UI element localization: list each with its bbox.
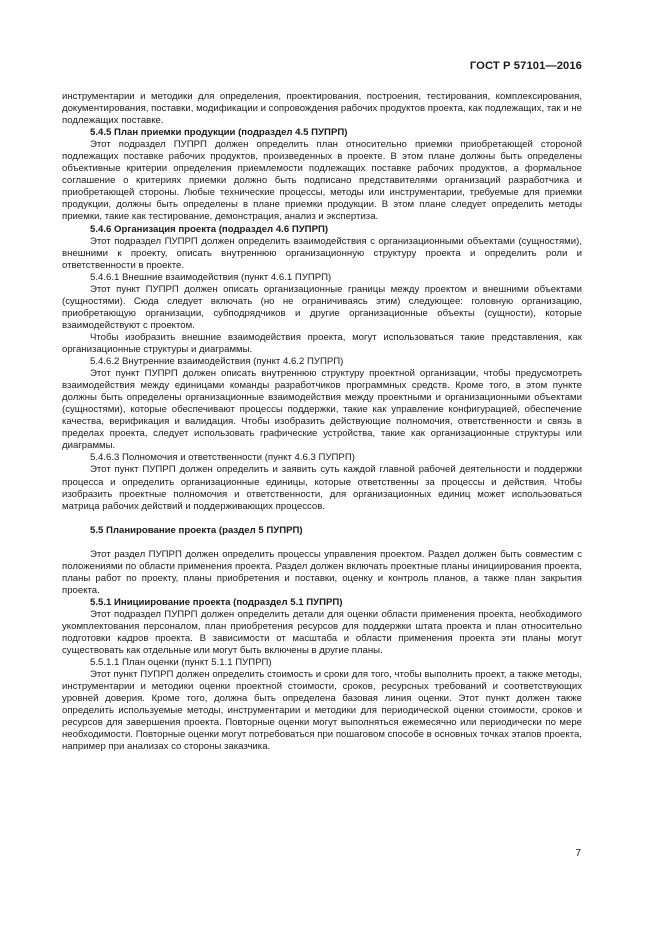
document-standard-header: ГОСТ Р 57101—2016	[469, 60, 582, 72]
paragraph-5-4-6-body: Этот подраздел ПУПРП должен определить взаимодействия с организационными объектами (сущностями), внешними к проекту, описать внутреннюю организационную структуру проекта и определить роли и ответственности в проекте.	[62, 235, 582, 271]
paragraph-5-4-6-3-body: Этот пункт ПУПРП должен определить и заявить суть каждой главной рабочей деятельности и поддержки процесса и определить организационные единицы, которые ответственны за процессы и действия. Чтобы изобразить проектные полномочия и ответственности, для организационных единиц может использоваться матрица рабочих действий и поддерживающих процессов.	[62, 464, 582, 512]
heading-5-4-6-1: 5.4.6.1 Внешние взаимодействия (пункт 4.6.1 ПУПРП)	[90, 271, 332, 283]
paragraph-5-5-body: Этот раздел ПУПРП должен определить процессы управления проектом. Раздел должен быть совместим с положениями по области применения проекта. Раздел должен включать проектные планы инициирования проекта, планы работ по проекту, планы приобретения и поставки, оценку и контроль планов, а также план закрытия проекта.	[62, 548, 582, 596]
document-body	[62, 91, 582, 753]
paragraph-5-5-1-1-body: Этот пункт ПУПРП должен определить стоимость и сроки для того, чтобы выполнить проект, а также методы, инструментарии и методики оценки проектной стоимости, сроков, ресурсных требований и соответствующих уровней доверия. Кроме того, должна быть определена базовая линия оценки. Этот пункт должен также определить используемые методы, инструментарии и методики для периодической оценки стоимости, сроков и ресурсов для завершения проекта. Повторные оценки могут выполняться ежемесячно или периодически по мере необходимости. Повторные оценки могут потребоваться при пошаговом способе в основных точках этапов проекта, например при анализах со стороны заказчика.	[62, 669, 582, 753]
paragraph-5-4-5-body: Этот подраздел ПУПРП должен определить план относительно приемки приобретающей стороной подлежащих поставке рабочих продуктов, произведенных в проекте. В этом плане должны быть определены объективные критерии определения приемлемости подлежащих поставке рабочих продуктов, а формальное соглашение о критериях приемки должно быть подписано представителями организаций разработчика и приобретающей стороны. Любые технические процессы, методы или инструментарии, требуемые для приемки продукции, должны быть определены в плане приемки продукции. В этом плане следует определить методы приемки, такие как тестирование, демонстрация, анализ и экспертиза.	[62, 139, 582, 223]
heading-5-5: 5.5 Планирование проекта (раздел 5 ПУПРП)	[90, 524, 303, 536]
paragraph-5-5-1-body: Этот подраздел ПУПРП должен определить детали для оценки области применения проекта, необходимого укомплектования персоналом, план приобретения ресурсов для поддержки штата проекта и план относительно подготовки кадров проекта. В зависимости от масштаба и области применения проекта эти планы могут существовать как отдельные или могут быть включены в другие планы.	[62, 608, 582, 657]
paragraph-5-4-6-1-body: Этот пункт ПУПРП должен описать организационные границы между проектом и внешними объектами (сущностями). Сюда следует включать (но не ограничиваясь этим) следующее: головную организацию, приобретающую организации, субподрядчиков и другие организационные объекты (сущности), которые взаимодействуют с проектом.	[62, 283, 582, 331]
heading-5-4-6-2: 5.4.6.2 Внутренние взаимодействия (пункт 4.6.2 ПУПРП)	[90, 356, 344, 368]
page-number: 7	[575, 848, 581, 859]
paragraph-5-4-6-2-body: Этот пункт ПУПРП должен описать внутреннюю структуру проектной организации, чтобы предусмотреть взаимодействия между единицами команды разработчиков программных средств. Кроме того, в этом пункте должны быть определены организационные взаимодействия между проектными и организационными объектами (сущностями), которые обеспечивают процессы поддержки, такие как управление конфигурацией, обеспечение качества, верификация и валидация. Чтобы изобразить действующие полномочия, ответственности и связь в пределах проекта, следует использовать графические устройства, такие как организационные структуры или диаграммы.	[62, 368, 582, 452]
paragraph-5-4-6-1-note: Чтобы изобразить внешние взаимодействия проекта, могут использоваться такие представления, как организационные структуры и диаграммы.	[62, 331, 582, 355]
paragraph-intro-continuation: инструментарии и методики для определения, проектирования, построения, тестирования, комплексирования, документирования, поставки, модификации и сопровождения рабочих продуктов проекта, как подлежащих, так и не подлежащих поставке.	[62, 91, 582, 127]
heading-5-5-1: 5.5.1 Инициирование проекта (подраздел 5.1 ПУПРП)	[90, 596, 343, 608]
heading-5-5-1-1: 5.5.1.1 План оценки (пункт 5.1.1 ПУПРП)	[90, 657, 272, 669]
heading-5-4-5: 5.4.5 План приемки продукции (подраздел 4.5 ПУПРП)	[90, 127, 348, 139]
heading-5-4-6: 5.4.6 Организация проекта (подраздел 4.6 ПУПРП)	[90, 223, 329, 235]
heading-5-4-6-3: 5.4.6.3 Полномочия и ответственности (пункт 4.6.3 ПУПРП)	[90, 452, 355, 464]
